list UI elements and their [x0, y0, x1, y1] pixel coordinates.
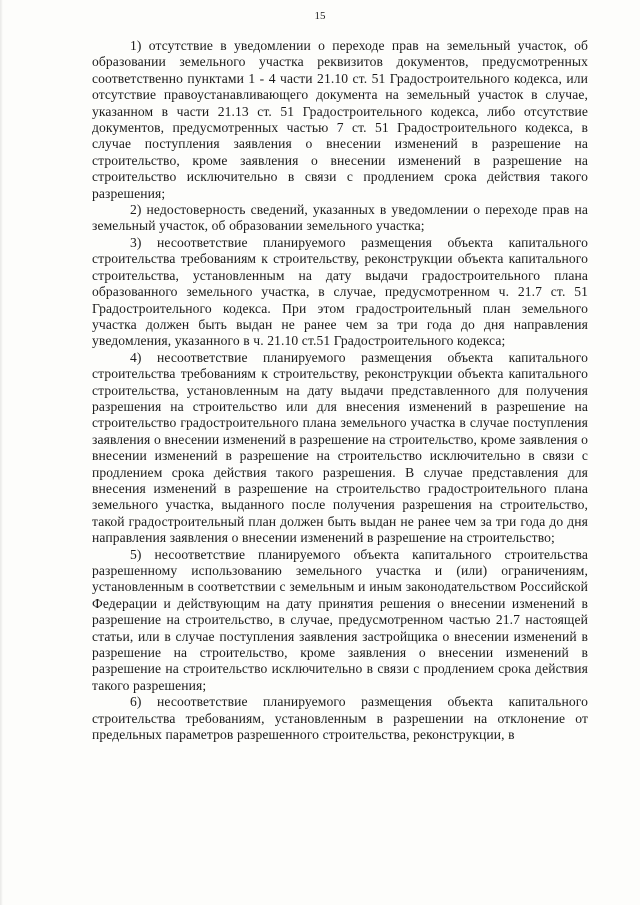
paragraph-item-5: 5) несоответствие планируемого объекта капитального строительства разрешенному использованию земельного участка и (или) ограничениям, установленным в соответствии с земельным и иным законодательством Российской Федерации и действующим на дату принятия решения о внесении изменений в разрешение на строительство, в случае, предусмотренном частью 21.7 настоящей статьи, или в случае поступления заявления застройщика о внесении изменений в разрешение на строительство, кроме заявления о внесении изменений в разрешение на строительство исключительно в связи с продлением срока действия такого разрешения; — [92, 546, 588, 693]
paragraph-item-6: 6) несоответствие планируемого размещения объекта капитального строительства требованиям, установленным в разрешении на отклонение от предельных параметров разрешенного строительства, реконструкции, в — [92, 694, 588, 743]
paragraph-item-1: 1) отсутствие в уведомлении о переходе прав на земельный участок, об образовании земельного участка реквизитов документов, предусмотренных соответственно пунктами 1 - 4 части 21.10 ст. 51 Градостроительного кодекса, или отсутствие правоустанавливающего документа на земельный участок в случае, указанном в части 21.13 ст. 51 Градостроительного кодекса, либо отсутствие документов, предусмотренных частью 7 ст. 51 Градостроительного кодекса, в случае поступления заявления о внесении изменений в разрешение на строительство, кроме заявления о внесении изменений в разрешение на строительство исключительно в связи с продлением срока действия такого разрешения; — [92, 38, 588, 201]
paragraph-item-2: 2) недостоверность сведений, указанных в уведомлении о переходе прав на земельный участок, об образовании земельного участка; — [92, 202, 588, 234]
document-body — [92, 38, 588, 743]
scan-edge-shadow — [0, 0, 3, 905]
page-number: 15 — [314, 10, 326, 22]
paragraph-item-4: 4) несоответствие планируемого размещения объекта капитального строительства требованиям к строительству, реконструкции объекта капитального строительства, установленным на дату выдачи представленного для получения разрешения на строительство или для внесения изменений в разрешение на строительство градостроительного плана земельного участка в случае поступления заявления о внесении изменений в разрешение на строительство, кроме заявления о внесении изменений в разрешение на строительство исключительно в связи с продлением срока действия такого разрешения. В случае представления для внесения изменений в разрешение на строительство градостроительного плана земельного участка, выданного после получения разрешения на строительство, такой градостроительный план должен быть выдан не ранее чем за три года до дня направления заявления о внесении изменений в разрешение на строительство; — [92, 349, 588, 546]
paragraph-item-3: 3) несоответствие планируемого размещения объекта капитального строительства требованиям к строительству, реконструкции объекта капитального строительства, установленным на дату выдачи градостроительного плана образованного земельного участка, в случае, предусмотренном ч. 21.7 ст. 51 Градостроительного кодекса. При этом градостроительный план земельного участка должен быть выдан не ранее чем за три года до дня направления уведомления, указанного в ч. 21.10 ст.51 Градостроительного кодекса; — [92, 234, 588, 349]
